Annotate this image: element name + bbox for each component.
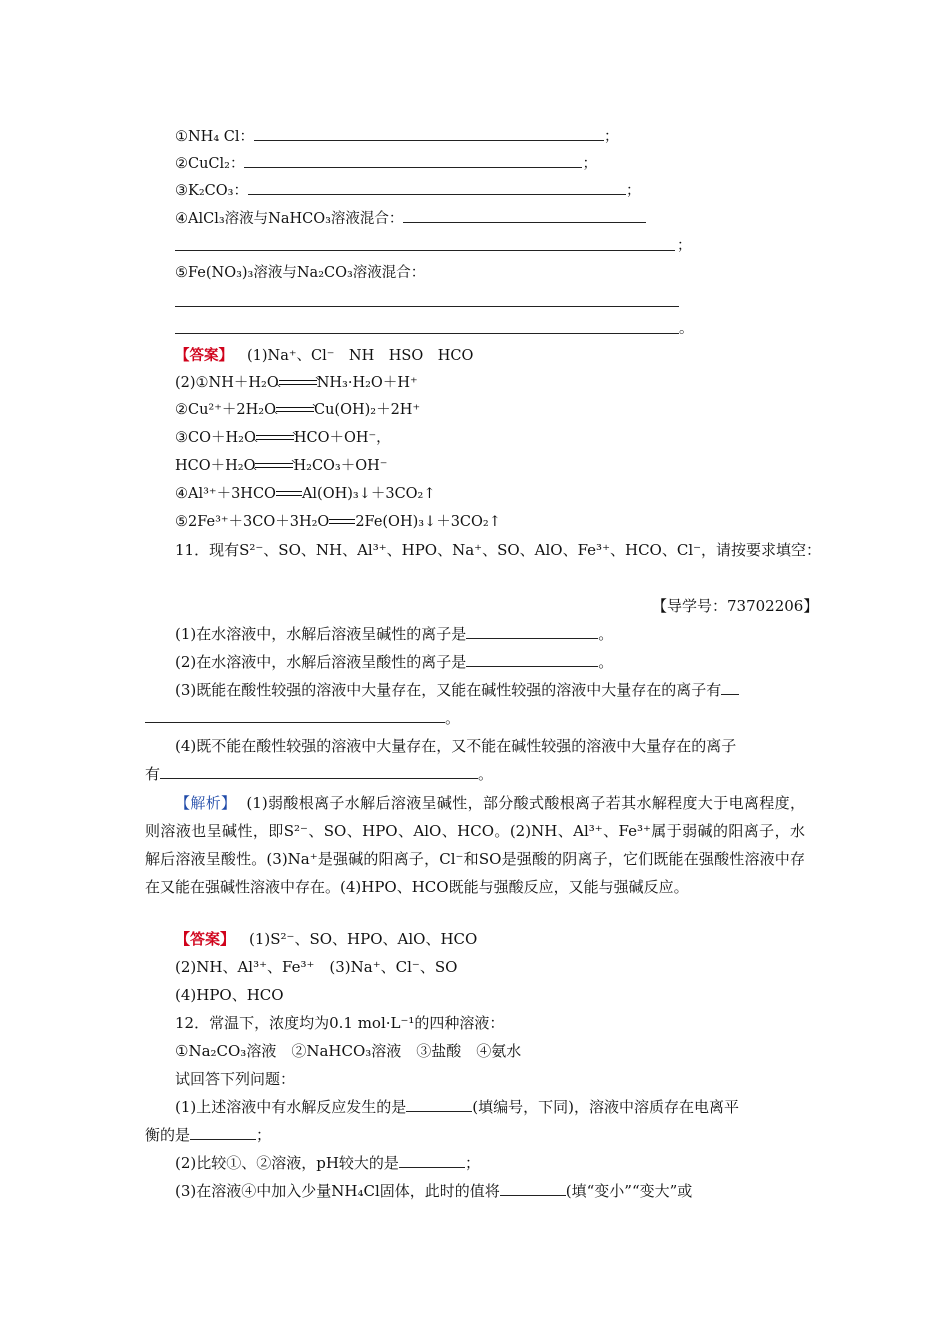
q10-item-1: ①NH₄ Cl： ； — [175, 126, 619, 147]
blank[interactable] — [244, 153, 582, 168]
answer10-line-4: ③CO＋H₂O HCO＋OH⁻， — [175, 430, 391, 446]
q11-part-4: (4)既不能在酸性较强的溶液中大量存在，又不能在碱性较强的溶液中大量存在的离子 — [175, 737, 737, 755]
blank[interactable] — [160, 764, 478, 779]
blank-line[interactable] — [175, 333, 679, 334]
q12-part-1: (1)上述溶液中有水解反应发生的是 (填编号，下同)，溶液中溶质存在电离平 — [175, 1098, 739, 1116]
blank[interactable] — [721, 680, 739, 695]
q10-item-3: ③K₂CO₃： ； — [175, 180, 640, 201]
answer10-line-6: ④Al³⁺＋3HCO Al(OH)₃↓＋3CO₂↑ — [175, 486, 436, 502]
answer-tag: 【答案】 — [175, 347, 233, 364]
answer-tag: 【答案】 — [175, 930, 236, 948]
q12-part-3: (3)在溶液④中加入少量NH₄Cl固体，此时的值将 (填“变小”“变大”或 — [175, 1182, 693, 1200]
equals-sign-icon — [276, 489, 302, 499]
equals-sign-icon — [329, 517, 355, 527]
q10-item-4: ④AlCl₃溶液与NaHCO₃溶液混合： — [175, 208, 646, 229]
q12-prompt: 试回答下列问题： — [175, 1070, 296, 1088]
period: 。 — [679, 321, 694, 337]
blank[interactable] — [254, 126, 604, 141]
reversible-arrow-icon — [276, 404, 314, 416]
answer10-line-3: ②Cu²⁺＋2H₂O Cu(OH)₂＋2H⁺ — [175, 402, 421, 418]
reversible-arrow-icon — [256, 432, 294, 444]
answer10-line-1: 【答案】 (1)Na⁺、Cl⁻ NH HSO HCO — [175, 347, 474, 364]
blank-line[interactable] — [175, 250, 675, 251]
blank-line[interactable] — [175, 306, 679, 307]
reversible-arrow-icon — [255, 460, 293, 472]
answer11-line-2: (2)NH、Al³⁺、Fe³⁺ (3)Na⁺、Cl⁻、SO — [175, 958, 458, 976]
blank[interactable] — [399, 1153, 465, 1168]
q11-stem: 11．现有S²⁻、SO、NH、Al³⁺、HPO、Na⁺、SO、AlO、Fe³⁺、HCO、Cl⁻，请按要求填空： — [175, 541, 822, 559]
q11-part-1: (1)在水溶液中，水解后溶液呈碱性的离子是 。 — [175, 625, 614, 643]
answer11-line-1: 【答案】 (1)S²⁻、SO、HPO、AlO、HCO — [175, 930, 478, 948]
blank[interactable] — [248, 180, 626, 195]
blank[interactable] — [145, 708, 445, 723]
analysis-tag: 【解析】 — [175, 794, 237, 812]
blank[interactable] — [466, 624, 598, 639]
q11-part-3-cont: 。 — [145, 708, 460, 728]
guide-number: 【导学号：73702206】 — [652, 597, 819, 615]
answer10-line-7: ⑤2Fe³⁺＋3CO＋3H₂O 2Fe(OH)₃↓＋3CO₂↑ — [175, 514, 501, 530]
blank[interactable] — [466, 652, 598, 667]
blank[interactable] — [500, 1181, 566, 1196]
answer11-line-3: (4)HPO、HCO — [175, 986, 284, 1004]
answer10-line-2: (2)①NH＋H₂O NH₃·H₂O＋H⁺ — [175, 375, 418, 391]
answer10-line-5: HCO＋H₂O H₂CO₃＋OH⁻ — [175, 458, 388, 474]
analysis11: 【解析】 (1)弱酸根离子水解后溶液呈碱性，部分酸式酸根离子若其水解程度大于电离程度，则溶液也呈碱性，即S²⁻、SO、HPO、AlO、HCO。(2)NH、Al³⁺、Fe³⁺属于弱碱的阳离子，水解后溶液呈酸性。(3)Na⁺是强碱的阳离子，Cl⁻和SO是强酸的阴离子，它们既能在强酸性溶液中存在又能在强碱性溶液中存在。(4)HPO、HCO既能与强酸反应，又能与强碱反应。 — [145, 794, 805, 896]
reversible-arrow-icon — [279, 377, 317, 389]
q11-part-3: (3)既能在酸性较强的溶液中大量存在，又能在碱性较强的溶液中大量存在的离子有 — [175, 680, 739, 700]
blank[interactable] — [406, 1097, 472, 1112]
q10-item-5: ⑤Fe(NO₃)₃溶液与Na₂CO₃溶液混合： — [175, 265, 426, 281]
blank[interactable] — [403, 208, 646, 223]
q11-part-2: (2)在水溶液中，水解后溶液呈酸性的离子是 。 — [175, 653, 614, 671]
blank[interactable] — [190, 1125, 256, 1140]
semicolon: ； — [677, 238, 692, 254]
q11-part-4-cont: 有 。 — [145, 765, 494, 783]
q12-options: ①Na₂CO₃溶液 ②NaHCO₃溶液 ③盐酸 ④氨水 — [175, 1042, 522, 1060]
q12-part-1-cont: 衡的是 ； — [145, 1126, 272, 1144]
q12-part-2: (2)比较①、②溶液，pH较大的是 ； — [175, 1154, 480, 1172]
q12-stem: 12．常温下，浓度均为0.1 mol·L⁻¹的四种溶液： — [175, 1014, 505, 1032]
q10-item-2: ②CuCl₂： ； — [175, 153, 597, 174]
